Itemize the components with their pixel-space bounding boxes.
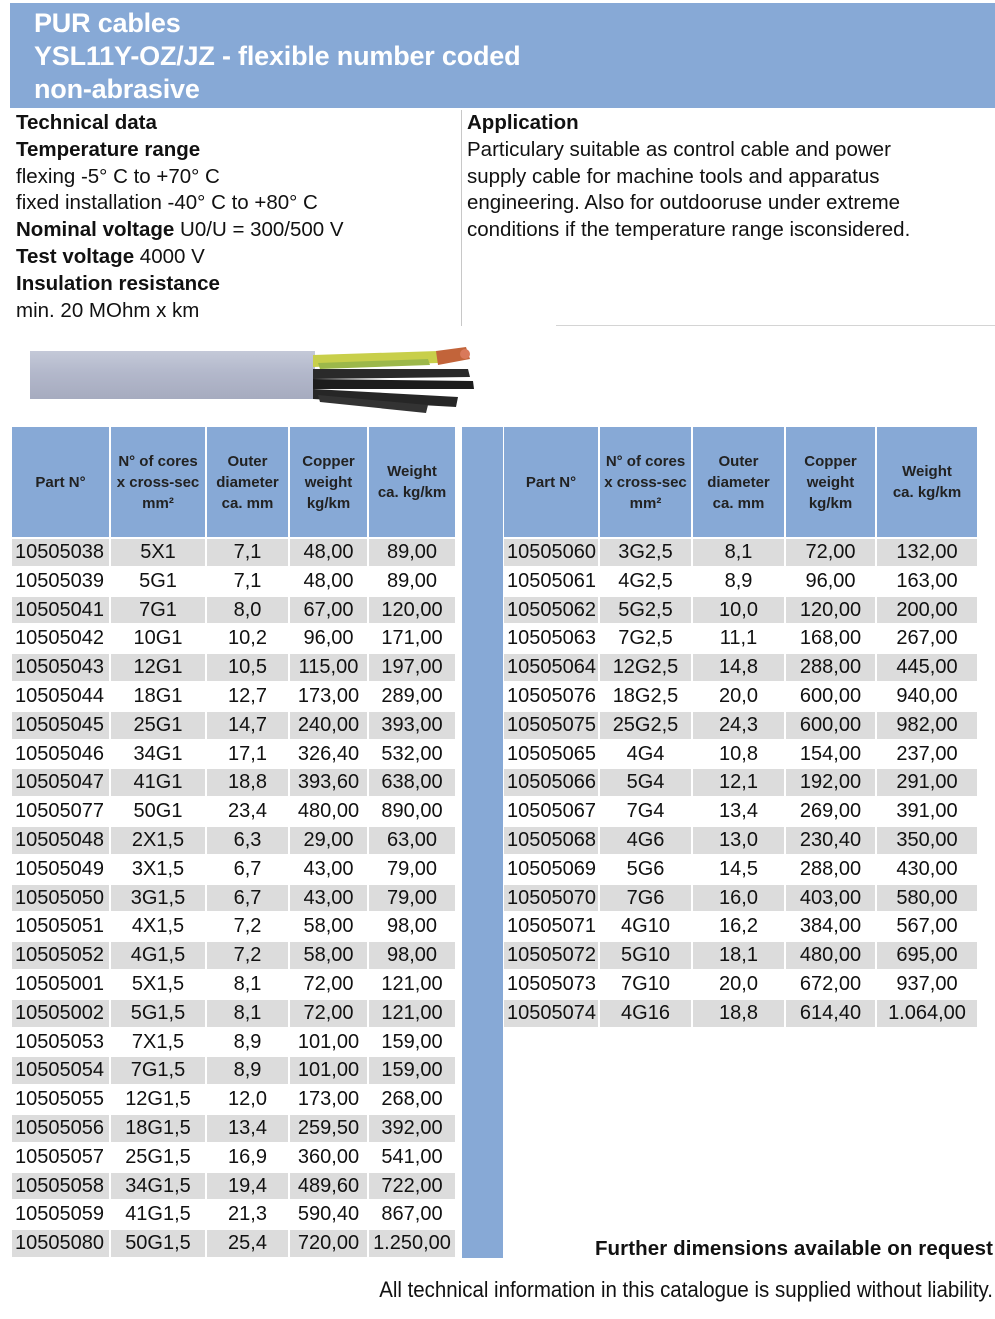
- cell-outer-diameter: 13,4: [693, 798, 784, 825]
- cell-cores-cross-section: 5X1,5: [111, 971, 205, 998]
- cell-weight: 98,00: [369, 942, 455, 969]
- title-line-3: non-abrasive: [34, 74, 200, 104]
- table-row: [504, 913, 977, 940]
- title-line-1: PUR cables: [34, 8, 181, 38]
- cell-weight: 132,00: [877, 539, 977, 566]
- cell-copper-weight: 168,00: [786, 625, 875, 652]
- cell-copper-weight: 672,00: [786, 971, 875, 998]
- cell-outer-diameter: 11,1: [693, 625, 784, 652]
- cell-outer-diameter: 10,5: [207, 654, 288, 681]
- cell-copper-weight: 115,00: [290, 654, 367, 681]
- header-cores: N° of cores x cross-sec mm²: [111, 427, 205, 537]
- cell-outer-diameter: 12,7: [207, 683, 288, 710]
- cell-cores-cross-section: 50G1: [111, 798, 205, 825]
- liability-disclaimer: All technical information in this catalogue is supplied without liability.: [379, 1277, 993, 1302]
- cell-outer-diameter: 10,0: [693, 597, 784, 624]
- cell-part-number: 10505066: [504, 769, 598, 796]
- cell-copper-weight: 58,00: [290, 942, 367, 969]
- cell-cores-cross-section: 4X1,5: [111, 913, 205, 940]
- cell-weight: 392,00: [369, 1115, 455, 1142]
- cell-outer-diameter: 7,2: [207, 913, 288, 940]
- cell-outer-diameter: 8,9: [207, 1057, 288, 1084]
- cell-copper-weight: 288,00: [786, 856, 875, 883]
- cell-part-number: 10505068: [504, 827, 598, 854]
- table-row: [12, 856, 455, 883]
- cell-outer-diameter: 8,1: [693, 539, 784, 566]
- core-black: [313, 379, 474, 389]
- header-weight: Weight ca. kg/km: [369, 427, 455, 537]
- cell-cores-cross-section: 4G6: [600, 827, 691, 854]
- table-header-row: [12, 427, 455, 537]
- cell-copper-weight: 720,00: [290, 1230, 367, 1257]
- cell-cores-cross-section: 5G6: [600, 856, 691, 883]
- cell-outer-diameter: 8,1: [207, 1000, 288, 1027]
- cell-part-number: 10505070: [504, 885, 598, 912]
- cell-cores-cross-section: 3G1,5: [111, 885, 205, 912]
- cell-part-number: 10505077: [12, 798, 109, 825]
- table-row: [12, 568, 455, 595]
- cell-outer-diameter: 20,0: [693, 971, 784, 998]
- cell-copper-weight: 72,00: [290, 971, 367, 998]
- table-row: [12, 1144, 455, 1171]
- table-row: [504, 741, 977, 768]
- cell-part-number: 10505053: [12, 1029, 109, 1056]
- cell-weight: 940,00: [877, 683, 977, 710]
- header-copper-weight: Copper weight kg/km: [290, 427, 367, 537]
- cell-part-number: 10505080: [12, 1230, 109, 1257]
- table-row: [504, 827, 977, 854]
- cell-copper-weight: 29,00: [290, 827, 367, 854]
- table-row: [12, 1057, 455, 1084]
- copper-conductor-end: [460, 349, 470, 359]
- cell-copper-weight: 590,40: [290, 1201, 367, 1228]
- cell-weight: 89,00: [369, 539, 455, 566]
- cell-copper-weight: 173,00: [290, 683, 367, 710]
- cell-cores-cross-section: 3G2,5: [600, 539, 691, 566]
- cell-cores-cross-section: 5G2,5: [600, 597, 691, 624]
- header-cores: N° of cores x cross-sec mm²: [600, 427, 691, 537]
- cell-copper-weight: 600,00: [786, 712, 875, 739]
- cell-copper-weight: 43,00: [290, 885, 367, 912]
- cell-copper-weight: 48,00: [290, 568, 367, 595]
- cell-part-number: 10505057: [12, 1144, 109, 1171]
- cell-part-number: 10505071: [504, 913, 598, 940]
- cell-outer-diameter: 18,8: [207, 769, 288, 796]
- nominal-voltage-label: Nominal voltage: [16, 218, 175, 242]
- cell-weight: 121,00: [369, 1000, 455, 1027]
- cell-part-number: 10505058: [12, 1173, 109, 1200]
- cell-cores-cross-section: 25G2,5: [600, 712, 691, 739]
- cell-part-number: 10505039: [12, 568, 109, 595]
- cell-outer-diameter: 8,0: [207, 597, 288, 624]
- table-row: [504, 539, 977, 566]
- cell-outer-diameter: 7,1: [207, 539, 288, 566]
- table-separator: [462, 427, 503, 1258]
- header-part-no: Part N°: [12, 427, 109, 537]
- cell-part-number: 10505046: [12, 741, 109, 768]
- cell-cores-cross-section: 41G1,5: [111, 1201, 205, 1228]
- table-row: [12, 712, 455, 739]
- header-outer-diameter: Outer diameter ca. mm: [207, 427, 288, 537]
- cell-cores-cross-section: 4G16: [600, 1000, 691, 1027]
- cell-part-number: 10505059: [12, 1201, 109, 1228]
- header-part-no: Part N°: [504, 427, 598, 537]
- cell-outer-diameter: 13,0: [693, 827, 784, 854]
- cell-outer-diameter: 14,7: [207, 712, 288, 739]
- cell-weight: 98,00: [369, 913, 455, 940]
- cell-cores-cross-section: 3X1,5: [111, 856, 205, 883]
- cell-weight: 163,00: [877, 568, 977, 595]
- cell-outer-diameter: 8,1: [207, 971, 288, 998]
- table-row: [504, 683, 977, 710]
- cell-part-number: 10505065: [504, 741, 598, 768]
- cell-copper-weight: 192,00: [786, 769, 875, 796]
- cell-outer-diameter: 19,4: [207, 1173, 288, 1200]
- cell-copper-weight: 240,00: [290, 712, 367, 739]
- table-row: [12, 1086, 455, 1113]
- cell-part-number: 10505063: [504, 625, 598, 652]
- cell-part-number: 10505056: [12, 1115, 109, 1142]
- technical-data-heading: Technical data: [16, 111, 157, 134]
- cell-outer-diameter: 25,4: [207, 1230, 288, 1257]
- insulation-resistance-value: min. 20 MOhm x km: [16, 298, 200, 322]
- header-weight: Weight ca. kg/km: [877, 427, 977, 537]
- cell-weight: 159,00: [369, 1029, 455, 1056]
- cell-copper-weight: 96,00: [290, 625, 367, 652]
- table-row: [504, 625, 977, 652]
- cell-outer-diameter: 7,2: [207, 942, 288, 969]
- cell-cores-cross-section: 7G10: [600, 971, 691, 998]
- cell-outer-diameter: 20,0: [693, 683, 784, 710]
- cell-outer-diameter: 17,1: [207, 741, 288, 768]
- cell-part-number: 10505041: [12, 597, 109, 624]
- table-row: [504, 971, 977, 998]
- table-row: [12, 942, 455, 969]
- cell-weight: 1.250,00: [369, 1230, 455, 1257]
- table-header-row: [504, 427, 977, 537]
- cell-copper-weight: 58,00: [290, 913, 367, 940]
- cable-table-right: [502, 425, 979, 1029]
- application-line: conditions if the temperature range isconsidered.: [467, 218, 911, 242]
- cell-part-number: 10505001: [12, 971, 109, 998]
- table-row: [504, 712, 977, 739]
- table-row: [12, 1029, 455, 1056]
- cell-cores-cross-section: 7G1: [111, 597, 205, 624]
- fixed-installation-temperature: fixed installation -40° C to +80° C: [16, 191, 318, 215]
- cell-outer-diameter: 6,3: [207, 827, 288, 854]
- cell-cores-cross-section: 12G1: [111, 654, 205, 681]
- cell-part-number: 10505038: [12, 539, 109, 566]
- cell-cores-cross-section: 18G2,5: [600, 683, 691, 710]
- cell-outer-diameter: 16,0: [693, 885, 784, 912]
- cell-copper-weight: 173,00: [290, 1086, 367, 1113]
- cell-part-number: 10505069: [504, 856, 598, 883]
- cell-copper-weight: 48,00: [290, 539, 367, 566]
- cell-part-number: 10505067: [504, 798, 598, 825]
- test-voltage-value: 4000 V: [134, 244, 205, 268]
- core-black: [313, 369, 470, 379]
- table-row: [504, 769, 977, 796]
- cell-weight: 120,00: [369, 597, 455, 624]
- table-row: [12, 1201, 455, 1228]
- cell-cores-cross-section: 5G1,5: [111, 1000, 205, 1027]
- cell-outer-diameter: 8,9: [207, 1029, 288, 1056]
- cell-cores-cross-section: 12G1,5: [111, 1086, 205, 1113]
- cell-cores-cross-section: 41G1: [111, 769, 205, 796]
- cell-part-number: 10505050: [12, 885, 109, 912]
- cell-weight: 393,00: [369, 712, 455, 739]
- technical-data-section: [16, 110, 462, 326]
- cell-weight: 445,00: [877, 654, 977, 681]
- header-copper-weight: Copper weight kg/km: [786, 427, 875, 537]
- cell-weight: 159,00: [369, 1057, 455, 1084]
- cell-copper-weight: 230,40: [786, 827, 875, 854]
- table-row: [12, 741, 455, 768]
- flexing-temperature: flexing -5° C to +70° C: [16, 164, 220, 188]
- table-row: [12, 885, 455, 912]
- cell-outer-diameter: 18,8: [693, 1000, 784, 1027]
- cell-outer-diameter: 12,1: [693, 769, 784, 796]
- table-row: [12, 798, 455, 825]
- cell-cores-cross-section: 7G4: [600, 798, 691, 825]
- cell-weight: 890,00: [369, 798, 455, 825]
- cell-outer-diameter: 16,2: [693, 913, 784, 940]
- nominal-voltage-value: U0/U = 300/500 V: [174, 218, 344, 242]
- cell-cores-cross-section: 25G1: [111, 712, 205, 739]
- cell-copper-weight: 154,00: [786, 741, 875, 768]
- cell-part-number: 10505073: [504, 971, 598, 998]
- cell-weight: 430,00: [877, 856, 977, 883]
- cell-weight: 391,00: [877, 798, 977, 825]
- cell-outer-diameter: 7,1: [207, 568, 288, 595]
- cell-copper-weight: 489,60: [290, 1173, 367, 1200]
- application-section: [467, 110, 995, 326]
- table-row: [504, 1000, 977, 1027]
- cell-weight: 867,00: [369, 1201, 455, 1228]
- cell-outer-diameter: 10,8: [693, 741, 784, 768]
- cell-cores-cross-section: 4G4: [600, 741, 691, 768]
- cell-weight: 89,00: [369, 568, 455, 595]
- cell-copper-weight: 120,00: [786, 597, 875, 624]
- cell-outer-diameter: 23,4: [207, 798, 288, 825]
- cell-cores-cross-section: 34G1: [111, 741, 205, 768]
- cell-part-number: 10505062: [504, 597, 598, 624]
- application-line: Particulary suitable as control cable and power: [467, 137, 891, 161]
- table-row: [12, 1115, 455, 1142]
- table-row: [12, 769, 455, 796]
- cell-part-number: 10505054: [12, 1057, 109, 1084]
- cell-cores-cross-section: 18G1,5: [111, 1115, 205, 1142]
- cell-copper-weight: 72,00: [786, 539, 875, 566]
- cell-copper-weight: 288,00: [786, 654, 875, 681]
- cell-weight: 268,00: [369, 1086, 455, 1113]
- further-dimensions-note: Further dimensions available on request: [594, 1237, 993, 1260]
- cell-weight: 937,00: [877, 971, 977, 998]
- table-row: [12, 827, 455, 854]
- cell-weight: 567,00: [877, 913, 977, 940]
- cell-cores-cross-section: 4G10: [600, 913, 691, 940]
- cell-part-number: 10505076: [504, 683, 598, 710]
- cell-outer-diameter: 18,1: [693, 942, 784, 969]
- table-row: [504, 856, 977, 883]
- cell-copper-weight: 269,00: [786, 798, 875, 825]
- cell-cores-cross-section: 5G1: [111, 568, 205, 595]
- cell-cores-cross-section: 7X1,5: [111, 1029, 205, 1056]
- cell-outer-diameter: 24,3: [693, 712, 784, 739]
- cell-part-number: 10505045: [12, 712, 109, 739]
- table-row: [12, 539, 455, 566]
- cell-copper-weight: 393,60: [290, 769, 367, 796]
- application-heading: Application: [467, 111, 579, 134]
- cell-copper-weight: 480,00: [290, 798, 367, 825]
- cell-copper-weight: 480,00: [786, 942, 875, 969]
- table-row: [12, 913, 455, 940]
- cell-part-number: 10505002: [12, 1000, 109, 1027]
- cell-weight: 532,00: [369, 741, 455, 768]
- table-row: [504, 885, 977, 912]
- cell-weight: 695,00: [877, 942, 977, 969]
- title-line-2: YSL11Y-OZ/JZ - flexible number coded: [34, 41, 521, 71]
- cell-cores-cross-section: 10G1: [111, 625, 205, 652]
- cell-weight: 982,00: [877, 712, 977, 739]
- cell-part-number: 10505064: [504, 654, 598, 681]
- cell-weight: 580,00: [877, 885, 977, 912]
- cell-outer-diameter: 6,7: [207, 856, 288, 883]
- table-row: [12, 971, 455, 998]
- table-row: [504, 568, 977, 595]
- table-row: [504, 654, 977, 681]
- cell-outer-diameter: 6,7: [207, 885, 288, 912]
- insulation-resistance-heading: Insulation resistance: [16, 271, 220, 295]
- cell-weight: 638,00: [369, 769, 455, 796]
- table-row: [12, 1173, 455, 1200]
- cable-image: [28, 345, 478, 417]
- cell-part-number: 10505048: [12, 827, 109, 854]
- cell-weight: 1.064,00: [877, 1000, 977, 1027]
- cell-copper-weight: 96,00: [786, 568, 875, 595]
- cell-part-number: 10505051: [12, 913, 109, 940]
- cell-cores-cross-section: 50G1,5: [111, 1230, 205, 1257]
- cell-outer-diameter: 10,2: [207, 625, 288, 652]
- cable-sheath: [30, 351, 315, 399]
- table-row: [504, 942, 977, 969]
- cell-weight: 237,00: [877, 741, 977, 768]
- cell-outer-diameter: 14,8: [693, 654, 784, 681]
- cell-outer-diameter: 16,9: [207, 1144, 288, 1171]
- cell-outer-diameter: 14,5: [693, 856, 784, 883]
- cell-copper-weight: 403,00: [786, 885, 875, 912]
- cell-copper-weight: 101,00: [290, 1057, 367, 1084]
- cell-part-number: 10505052: [12, 942, 109, 969]
- cell-part-number: 10505074: [504, 1000, 598, 1027]
- cell-part-number: 10505049: [12, 856, 109, 883]
- cell-part-number: 10505042: [12, 625, 109, 652]
- cell-cores-cross-section: 5X1: [111, 539, 205, 566]
- cell-cores-cross-section: 4G1,5: [111, 942, 205, 969]
- cell-cores-cross-section: 4G2,5: [600, 568, 691, 595]
- cell-part-number: 10505060: [504, 539, 598, 566]
- cell-copper-weight: 101,00: [290, 1029, 367, 1056]
- table-row: [12, 625, 455, 652]
- table-row: [12, 1000, 455, 1027]
- cell-weight: 291,00: [877, 769, 977, 796]
- cell-part-number: 10505061: [504, 568, 598, 595]
- cell-weight: 289,00: [369, 683, 455, 710]
- application-line: engineering. Also for outdooruse under extreme: [467, 191, 901, 215]
- cell-outer-diameter: 21,3: [207, 1201, 288, 1228]
- cell-copper-weight: 360,00: [290, 1144, 367, 1171]
- cell-cores-cross-section: 18G1: [111, 683, 205, 710]
- table-row: [504, 597, 977, 624]
- cell-weight: 350,00: [877, 827, 977, 854]
- cell-weight: 79,00: [369, 885, 455, 912]
- cell-part-number: 10505044: [12, 683, 109, 710]
- cell-outer-diameter: 12,0: [207, 1086, 288, 1113]
- application-line: supply cable for machine tools and apparatus: [467, 164, 880, 188]
- cell-cores-cross-section: 7G6: [600, 885, 691, 912]
- test-voltage-label: Test voltage: [16, 244, 135, 268]
- cell-cores-cross-section: 12G2,5: [600, 654, 691, 681]
- cell-copper-weight: 67,00: [290, 597, 367, 624]
- cell-weight: 63,00: [369, 827, 455, 854]
- table-row: [504, 798, 977, 825]
- cable-table-left: [10, 425, 457, 1259]
- cell-part-number: 10505047: [12, 769, 109, 796]
- table-row: [12, 1230, 455, 1257]
- cell-weight: 171,00: [369, 625, 455, 652]
- title-banner: [10, 3, 995, 108]
- cell-weight: 541,00: [369, 1144, 455, 1171]
- table-row: [12, 683, 455, 710]
- cell-cores-cross-section: 25G1,5: [111, 1144, 205, 1171]
- cell-part-number: 10505075: [504, 712, 598, 739]
- cell-copper-weight: 600,00: [786, 683, 875, 710]
- cell-part-number: 10505055: [12, 1086, 109, 1113]
- cell-weight: 79,00: [369, 856, 455, 883]
- cell-cores-cross-section: 5G10: [600, 942, 691, 969]
- cell-outer-diameter: 8,9: [693, 568, 784, 595]
- cell-cores-cross-section: 34G1,5: [111, 1173, 205, 1200]
- temperature-range-heading: Temperature range: [16, 137, 201, 161]
- cell-weight: 722,00: [369, 1173, 455, 1200]
- cell-cores-cross-section: 7G2,5: [600, 625, 691, 652]
- cell-part-number: 10505072: [504, 942, 598, 969]
- table-row: [12, 597, 455, 624]
- header-outer-diameter: Outer diameter ca. mm: [693, 427, 784, 537]
- cell-cores-cross-section: 2X1,5: [111, 827, 205, 854]
- cell-cores-cross-section: 5G4: [600, 769, 691, 796]
- cell-weight: 267,00: [877, 625, 977, 652]
- cell-weight: 121,00: [369, 971, 455, 998]
- cell-cores-cross-section: 7G1,5: [111, 1057, 205, 1084]
- cell-weight: 200,00: [877, 597, 977, 624]
- cell-copper-weight: 259,50: [290, 1115, 367, 1142]
- table-row: [12, 654, 455, 681]
- cell-copper-weight: 384,00: [786, 913, 875, 940]
- cell-part-number: 10505043: [12, 654, 109, 681]
- cell-weight: 197,00: [369, 654, 455, 681]
- cell-copper-weight: 326,40: [290, 741, 367, 768]
- cell-outer-diameter: 13,4: [207, 1115, 288, 1142]
- section-divider: [556, 325, 995, 326]
- cell-copper-weight: 614,40: [786, 1000, 875, 1027]
- cell-copper-weight: 72,00: [290, 1000, 367, 1027]
- cell-copper-weight: 43,00: [290, 856, 367, 883]
